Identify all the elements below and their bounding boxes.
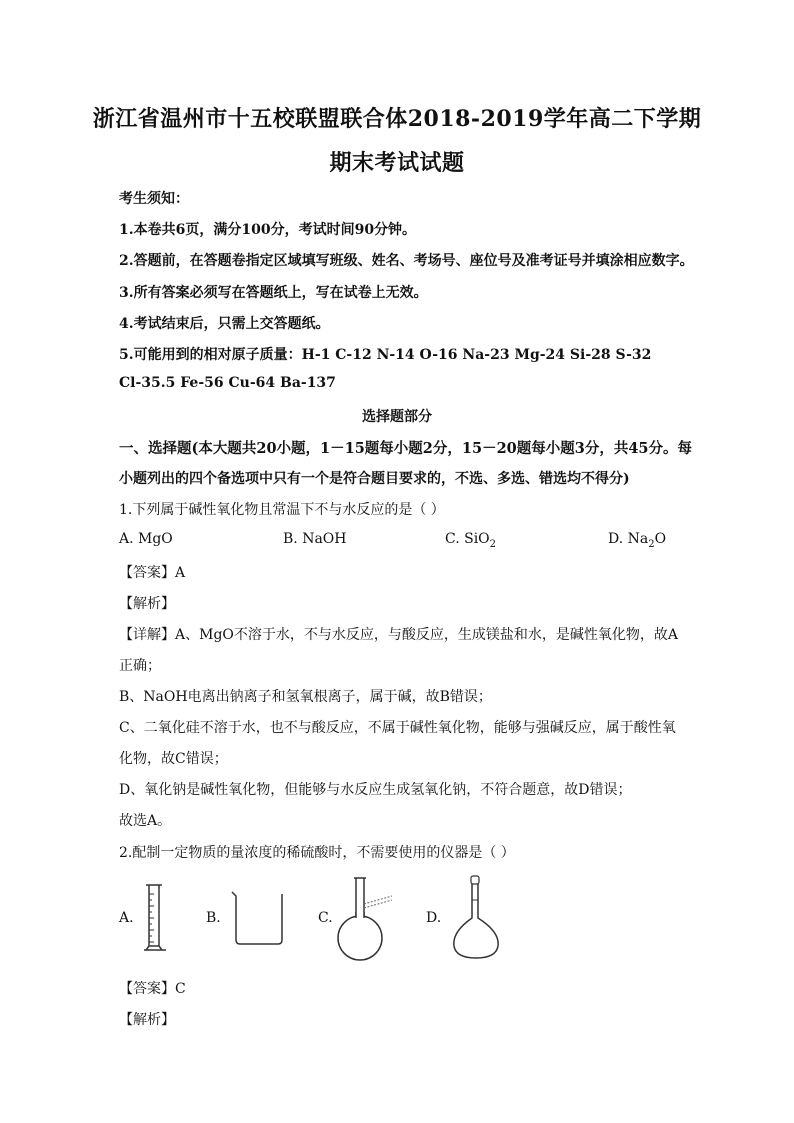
question-1-analysis-label: 【解析】 [119, 596, 175, 612]
question-1-detail-line5: 化物，故C错误； [119, 751, 228, 767]
notice-item-4: 4.考试结束后，只需上交答题纸。 [119, 316, 330, 332]
question-2-analysis-label: 【解析】 [119, 1012, 175, 1028]
distillation-flask-icon [336, 874, 400, 964]
document-title-line2: 期末考试试题 [329, 150, 465, 176]
document-title-line1: 浙江省温州市十五校联盟联合体2018-2019学年高二下学期 [92, 106, 702, 132]
question-1-stem: 1.下列属于碱性氧化物且常温下不与水反应的是（ ） [119, 502, 445, 518]
question-2-stem: 2.配制一定物质的量浓度的稀硫酸时，不需要使用的仪器是（ ） [119, 845, 515, 861]
graduated-cylinder-icon [140, 880, 170, 955]
section-instructions-line1: 一、选择题(本大题共20小题，1－15题每小题2分，15－20题每小题3分，共45分。每 [119, 440, 693, 457]
volumetric-flask-icon [448, 874, 504, 962]
question-1-option-b: B. NaOH [283, 531, 347, 547]
question-1-detail-line4: C、二氧化硅不溶于水，也不与酸反应，不属于碱性氧化物，能够与强碱反应，属于酸性氧 [119, 720, 676, 736]
notice-item-5-cont: Cl-35.5 Fe-56 Cu-64 Ba-137 [119, 375, 336, 391]
question-1-option-d: D. $Na_2O$ [608, 531, 667, 550]
question-1-answer: 【答案】A [119, 565, 186, 581]
question-1-detail-line3: B、NaOH电离出钠离子和氢氧根离子，属于碱，故B错误； [119, 689, 492, 705]
notice-item-5: 5.可能用到的相对原子质量：H-1 C-12 N-14 O-16 Na-23 Mg-24 Si-28 S-32 [119, 347, 652, 363]
question-2-option-c-label: C. [318, 910, 333, 926]
notice-item-2: 2.答题前，在答题卷指定区域填写班级、姓名、考场号、座位号及准考证号并填涂相应数字。 [119, 253, 694, 269]
question-2-option-b-label: B. [206, 910, 221, 926]
question-1-detail-line7: 故选A。 [119, 813, 172, 829]
question-1-detail-line2: 正确； [119, 658, 161, 674]
question-2-answer: 【答案】C [119, 981, 186, 997]
question-1-option-c: C. SiO$_2$ [445, 531, 497, 550]
question-1-option-a: A. MgO [119, 531, 173, 547]
section-instructions-line2: 小题列出的四个备选项中只有一个是符合题目要求的，不选、多选、错选均不得分) [119, 471, 630, 487]
notice-item-3: 3.所有答案必须写在答题纸上，写在试卷上无效。 [119, 285, 428, 301]
notice-heading: 考生须知： [119, 191, 189, 207]
notice-item-1: 1.本卷共6页，满分100分，考试时间90分钟。 [119, 222, 417, 238]
question-2-option-a-label: A. [119, 910, 134, 926]
question-1-detail-line6: D、氧化钠是碱性氧化物，但能够与水反应生成氢氧化钠，不符合题意，故D错误； [119, 782, 632, 798]
beaker-icon [228, 888, 288, 948]
question-2-option-d-label: D. [426, 910, 442, 926]
question-1-detail-line1: 【详解】A、MgO不溶于水，不与水反应，与酸反应，生成镁盐和水，是碱性氧化物，故A [119, 627, 678, 643]
section-heading: 选择题部分 [362, 409, 432, 425]
